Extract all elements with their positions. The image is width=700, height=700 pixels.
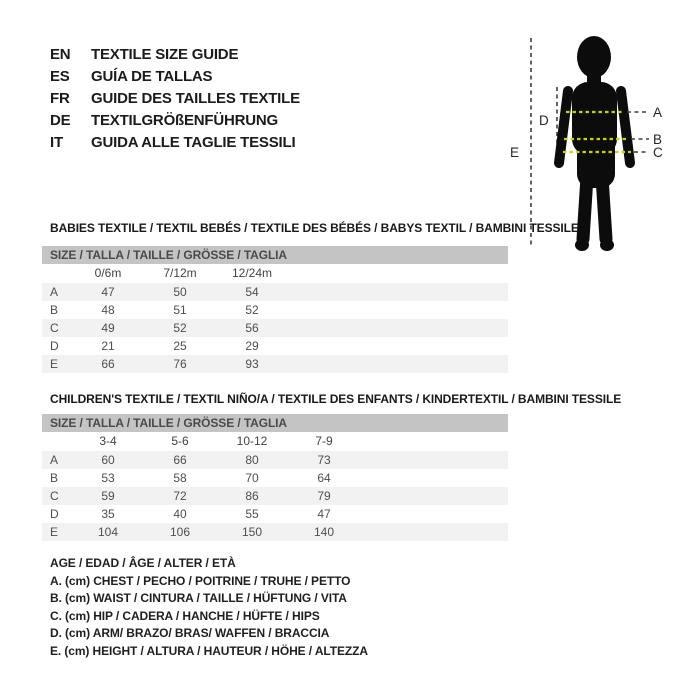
row-label: A (50, 285, 59, 299)
child-silhouette (559, 36, 630, 251)
legend-item-hip: C. (cm) HIP / CADERA / HANCHE / HÜFTE / HIPS (50, 608, 320, 623)
language-row-it (50, 132, 300, 154)
cell: 58 (173, 471, 187, 485)
cell: 52 (173, 321, 187, 335)
language-row-en (50, 44, 300, 66)
column-header: 7-9 (315, 434, 333, 448)
column-header: 5-6 (171, 434, 189, 448)
column-header: 3-4 (99, 434, 117, 448)
cell: 21 (101, 339, 115, 353)
cell: 50 (173, 285, 187, 299)
cell: 48 (101, 303, 115, 317)
cell: 76 (173, 357, 187, 371)
cell: 47 (317, 507, 331, 521)
language-code: FR (50, 90, 70, 107)
cell: 150 (241, 525, 263, 539)
language-title: GUIDE DES TAILLES TEXTILE (91, 90, 300, 107)
row-label: E (50, 525, 59, 539)
language-code: IT (50, 134, 63, 151)
cell: 93 (245, 357, 259, 371)
language-code: DE (50, 112, 71, 129)
cell: 54 (245, 285, 259, 299)
language-code: ES (50, 68, 70, 85)
language-row-es (50, 66, 300, 88)
cell: 140 (313, 525, 335, 539)
column-header-row (42, 432, 508, 451)
cell: 49 (101, 321, 115, 335)
language-row-fr (50, 88, 300, 110)
column-header: 0/6m (94, 266, 122, 280)
cell: 70 (245, 471, 259, 485)
language-title: TEXTILGRÖßENFÜHRUNG (91, 112, 279, 129)
cell: 59 (101, 489, 115, 503)
row-label: C (50, 321, 59, 335)
size-header-label: SIZE / TALLA / TAILLE / GRÖSSE / TAGLIA (50, 248, 287, 262)
column-header: 7/12m (163, 266, 197, 280)
babies-table-title: BABIES TEXTILE / TEXTIL BEBÉS / TEXTILE DES BÉBÉS / BABYS TEXTIL / BAMBINI TESSILE (50, 221, 579, 235)
size-header-bar (42, 246, 508, 264)
children-table-title: CHILDREN'S TEXTILE / TEXTIL NIÑO/A / TEXTILE DES ENFANTS / KINDERTEXTIL / BAMBINI TESSILE (50, 392, 622, 406)
legend-item-chest: A. (cm) CHEST / PECHO / POITRINE / TRUHE / PETTO (50, 573, 351, 588)
language-list (50, 44, 300, 154)
language-title: GUÍA DE TALLAS (91, 68, 213, 85)
cell: 106 (169, 525, 191, 539)
legend-item-arm: D. (cm) ARM/ BRAZO/ BRAS/ WAFFEN / BRACCIA (50, 626, 330, 640)
cell: 35 (101, 507, 115, 521)
cell: 73 (317, 453, 331, 467)
table-row (42, 523, 508, 541)
cell: 51 (173, 303, 187, 317)
table-row (42, 283, 508, 301)
marker-label-c: C (653, 145, 663, 160)
table-row (42, 487, 508, 505)
cell: 53 (101, 471, 115, 485)
table-row (42, 319, 508, 337)
cell: 29 (245, 339, 259, 353)
table-row (42, 355, 508, 373)
marker-label-a: A (653, 105, 663, 120)
legend-item-height: E. (cm) HEIGHT / ALTURA / HAUTEUR / HÖHE / ALTEZZA (50, 643, 368, 658)
row-label: C (50, 489, 59, 503)
cell: 79 (317, 489, 331, 503)
marker-label-e: E (510, 145, 520, 160)
language-row-de (50, 110, 300, 132)
cell: 40 (173, 507, 187, 521)
table-row (42, 469, 508, 487)
cell: 86 (245, 489, 259, 503)
table-row (42, 451, 508, 469)
cell: 25 (173, 339, 187, 353)
children-size-table (42, 414, 508, 541)
cell: 55 (245, 507, 259, 521)
row-label: D (50, 507, 59, 521)
language-title: TEXTILE SIZE GUIDE (91, 46, 239, 63)
cell: 80 (245, 453, 259, 467)
language-title: GUIDA ALLE TAGLIE TESSILI (91, 134, 296, 151)
cell: 47 (101, 285, 115, 299)
row-label: D (50, 339, 59, 353)
legend-title: AGE / EDAD / ÂGE / ALTER / ETÀ (50, 556, 236, 570)
row-label: E (50, 357, 59, 371)
babies-size-table (42, 246, 508, 373)
language-code: EN (50, 46, 71, 63)
cell: 56 (245, 321, 259, 335)
size-header-bar (42, 414, 508, 432)
cell: 66 (173, 453, 187, 467)
legend-item-waist: B. (cm) WAIST / CINTURA / TAILLE / HÜFTUNG / VITA (50, 591, 347, 605)
marker-label-b: B (653, 132, 663, 147)
cell: 64 (317, 471, 331, 485)
cell: 52 (245, 303, 259, 317)
table-row (42, 505, 508, 523)
cell: 72 (173, 489, 187, 503)
row-label: B (50, 303, 59, 317)
cell: 104 (97, 525, 119, 539)
table-row (42, 301, 508, 319)
size-header-label: SIZE / TALLA / TAILLE / GRÖSSE / TAGLIA (50, 416, 287, 430)
marker-label-d: D (539, 113, 549, 128)
cell: 60 (101, 453, 115, 467)
row-label: A (50, 453, 59, 467)
measurement-legend (50, 555, 368, 660)
column-header: 10-12 (236, 434, 268, 448)
row-label: B (50, 471, 59, 485)
column-header: 12/24m (231, 266, 273, 280)
table-row (42, 337, 508, 355)
column-header-row (42, 264, 508, 283)
cell: 66 (101, 357, 115, 371)
